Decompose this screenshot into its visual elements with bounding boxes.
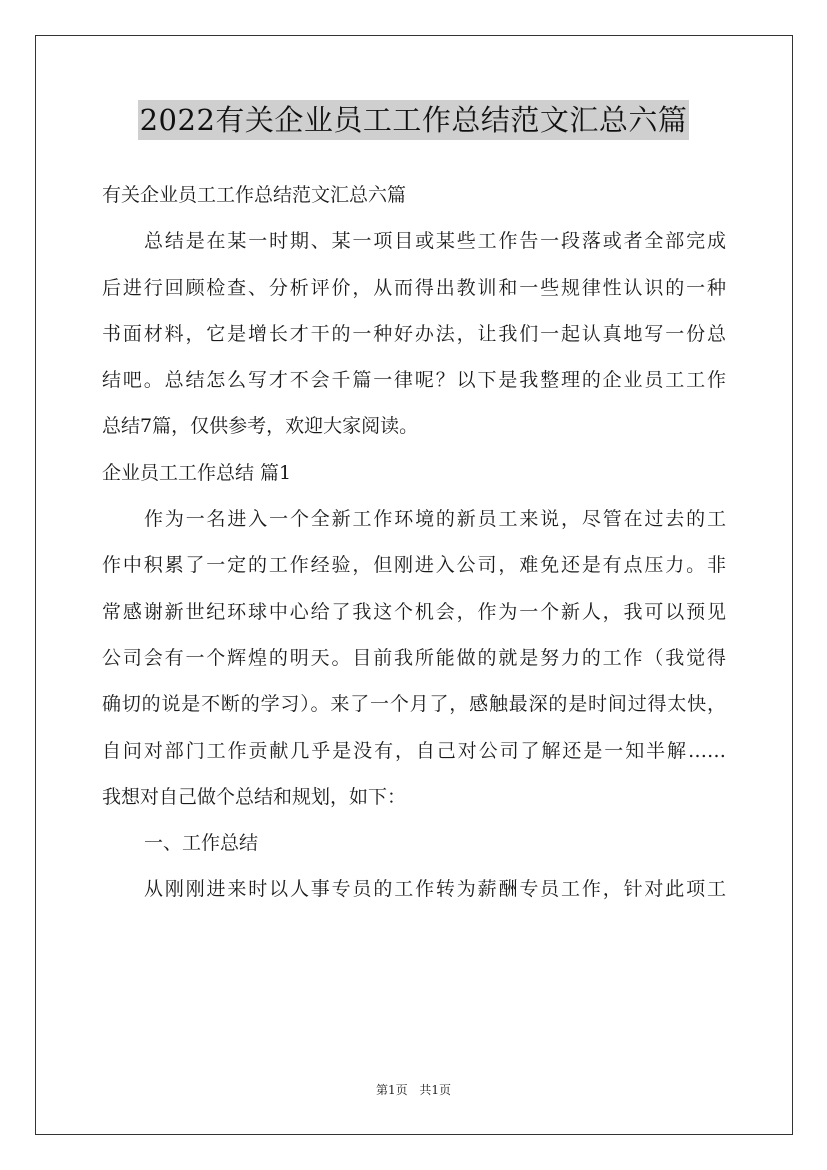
paragraph-line: 我想对自己做个总结和规划，如下： [102, 785, 407, 808]
page-footer [0, 1082, 827, 1098]
document-title: 2022有关企业员工工作总结范文汇总六篇 [138, 100, 690, 140]
paragraph-line: 书面材料，它是增长才干的一种好办法，让我们一起认真地写一份总 [102, 322, 726, 345]
paragraph-line: 确切的说是不断的学习）。来了一个月了，感触最深的是时间过得太快， [102, 693, 726, 716]
title-container [0, 100, 827, 140]
document-body [102, 172, 726, 913]
paragraph-line: 结吧。总结怎么写才不会千篇一律呢？以下是我整理的企业员工工作 [102, 369, 726, 392]
paragraph-line: 常感谢新世纪环球中心给了我这个机会，作为一个新人，我可以预见 [102, 600, 726, 623]
paragraph-line: 后进行回顾检查、分析评价，从而得出教训和一些规律性认识的一种 [102, 276, 726, 299]
paragraph-line: 公司会有一个辉煌的明天。目前我所能做的就是努力的工作（我觉得 [102, 646, 726, 669]
paragraph-line: 自问对部门工作贡献几乎是没有，自己对公司了解还是一知半解…… [102, 739, 726, 762]
paragraph-line: 从刚刚进来时以人事专员的工作转为薪酬专员工作，针对此项工 [144, 878, 726, 901]
section-heading: 企业员工工作总结 篇1 [102, 461, 292, 484]
page-number-total: 共1页 [419, 1083, 452, 1097]
paragraph-line: 作为一名进入一个全新工作环境的新员工来说，尽管在过去的工 [144, 508, 726, 531]
subsection-heading: 一、工作总结 [144, 832, 259, 855]
paragraph-line: 总结是在某一时期、某一项目或某些工作告一段落或者全部完成 [144, 230, 726, 253]
page-number-current: 第1页 [375, 1083, 408, 1097]
paragraph-line: 总结7篇，仅供参考，欢迎大家阅读。 [102, 415, 419, 438]
subtitle-line: 有关企业员工工作总结范文汇总六篇 [102, 184, 407, 206]
paragraph-line: 作中积累了一定的工作经验，但刚进入公司，难免还是有点压力。非 [102, 554, 726, 577]
